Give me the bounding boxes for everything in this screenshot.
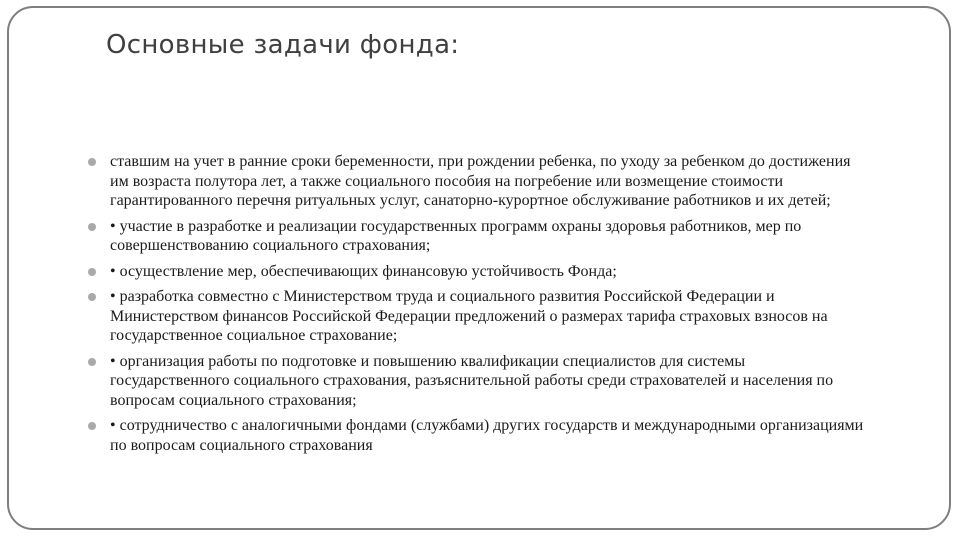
list-item <box>86 217 866 256</box>
list-item-text: • осуществление мер, обеспечивающих финансовую устойчивость Фонда; <box>110 262 617 280</box>
bullet-dot-icon <box>88 268 96 276</box>
bullet-dot-icon <box>88 358 96 366</box>
list-item <box>86 287 866 346</box>
bullet-list <box>86 152 866 455</box>
list-item-text: ставшим на учет в ранние сроки беременности, при рождении ребенка, по уходу за ребенком до достижения им возраста полутора лет, а также социального пособия на погребение или возмещение стоимости гарантированного перечня ритуальных услуг, санаторно-курортное обслуживание работников и их детей; <box>110 153 851 209</box>
bullet-dot-icon <box>88 223 96 231</box>
list-item <box>86 262 866 282</box>
list-item-text: • разработка совместно с Министерством труда и социального развития Российской Федерации и Министерством финансов Российской Федерации предложений о размерах тарифа страховых взносов на государственное социальное страхование; <box>110 288 828 344</box>
list-item <box>86 152 866 211</box>
slide-title: Основные задачи фонда: <box>106 30 460 60</box>
list-item-text: • участие в разработке и реализации государственных программ охраны здоровья работников, мер по совершенствованию социального страхования; <box>110 217 802 254</box>
list-item-text: • организация работы по подготовке и повышению квалификации специалистов для системы государственного социального страхования, разъяснительной работы среди страхователей и населения по вопросам социального страхования; <box>110 352 834 409</box>
bullet-dot-icon <box>88 422 96 430</box>
bullet-dot-icon <box>88 293 96 301</box>
list-item-text: • сотрудничество с аналогичными фондами (службами) других государств и международными организациями по вопросам социального страхования <box>110 417 864 454</box>
slide-frame <box>7 6 951 530</box>
list-item <box>86 352 866 411</box>
list-item <box>86 416 866 455</box>
bullet-dot-icon <box>88 158 96 166</box>
